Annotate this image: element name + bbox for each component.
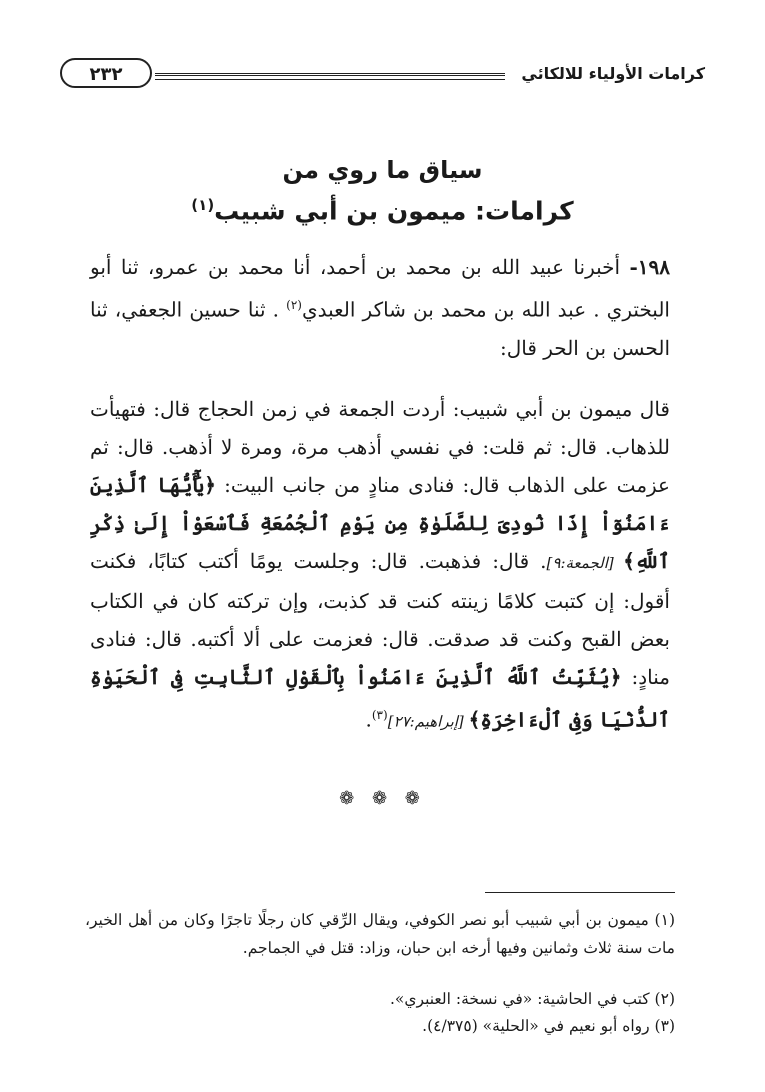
- verse-reference-2: [إبراهيم:٢٧]: [387, 712, 469, 731]
- quran-verse-1: ﴿يَٰٓأَيُّهَا ٱلَّذِينَ ءَامَنُوٓاْ إِذَا نُودِىَ لِلصَّلَوٰةِ مِن يَوْمِ ٱلْجُمُعَةِ فَٱسْعَوْاْ إِلَىٰ ذِكْرِ ٱللَّهِ﴾: [90, 473, 671, 573]
- story-text-1: قال ميمون بن أبي شبيب: أردت الجمعة في زمن الحجاج قال: فتهيأت للذهاب. قال: ثم قلت: في نفسي أذهب مرة، ومرة لا أذهب. قال: ثم عزمت على الذهاب قال: فنادى منادٍ من جانب البيت:: [90, 397, 670, 497]
- footnote-ref-3: (٣): [371, 708, 388, 722]
- story-end: .: [365, 707, 372, 732]
- footnote-ref-2: (٢): [286, 298, 302, 312]
- chapter-title-line1: سياق ما روي من: [282, 156, 483, 184]
- footnote-3: (٣) رواه أبو نعيم في «الحلية» (٤/٣٧٥).: [422, 1017, 675, 1035]
- narration-paragraph: [90, 248, 670, 367]
- narration-number: ١٩٨-: [629, 255, 670, 279]
- page-header: [60, 58, 705, 92]
- verse-reference-1: [الجمعة:٩]: [546, 554, 624, 572]
- story-text-2: . قال: فذهبت. قال: وجلست يومًا أكتب كتابًا، فكنت أقول: إن كتبت كلامًا زينته كنت قد كذبت، وإن تركته كان في الكتاب بعض القبح وكنت قد صدقت. قال: فعزمت على ألا أكتبه. قال: فنادى منادٍ:: [90, 549, 670, 689]
- header-rule: [155, 73, 505, 80]
- section-separator: ❁ ❁ ❁: [339, 788, 426, 809]
- footnote-1: (١) ميمون بن أبي شبيب أبو نصر الكوفي، ويقال الرِّقي كان رجلًا تاجرًا وكان من أهل الخير، مات سنة ثلاث وثمانين وفيها أرخه ابن حبان، وزاد: قتل في الجماجم.: [85, 911, 675, 957]
- footnote-2: (٢) كتب في الحاشية: «في نسخة: العنبري».: [389, 990, 675, 1008]
- page-number: ٢٣٢: [60, 58, 152, 88]
- narration-chain-a: أخبرنا عبيد الله بن محمد بن أحمد، أنا محمد بن عمرو، ثنا أبو البختري . عبد الله بن محمد بن شاكر العبدي: [90, 255, 670, 322]
- chapter-title-line2: [60, 196, 705, 225]
- quran-verse-2: ﴿يُثَبِّتُ ٱللَّهُ ٱلَّذِينَ ءَامَنُواْ بِٱلْقَوْلِ ٱلثَّابِتِ فِى ٱلْحَيَوٰةِ ٱلدُّنْيَا وَفِى ٱلْءَاخِرَةِ﴾: [90, 665, 670, 732]
- running-title: كرامات الأولياء للالكائي: [521, 64, 705, 83]
- chapter-title-text: كرامات: ميمون بن أبي شبيب: [214, 196, 574, 226]
- footnote-ref-1: (١): [191, 196, 215, 214]
- footnote-rule: [485, 892, 675, 893]
- narration-chain-b: . ثنا حسين الجعفي، ثنا الحسن بن الحر قال:: [90, 297, 670, 360]
- story-paragraph: [90, 390, 670, 741]
